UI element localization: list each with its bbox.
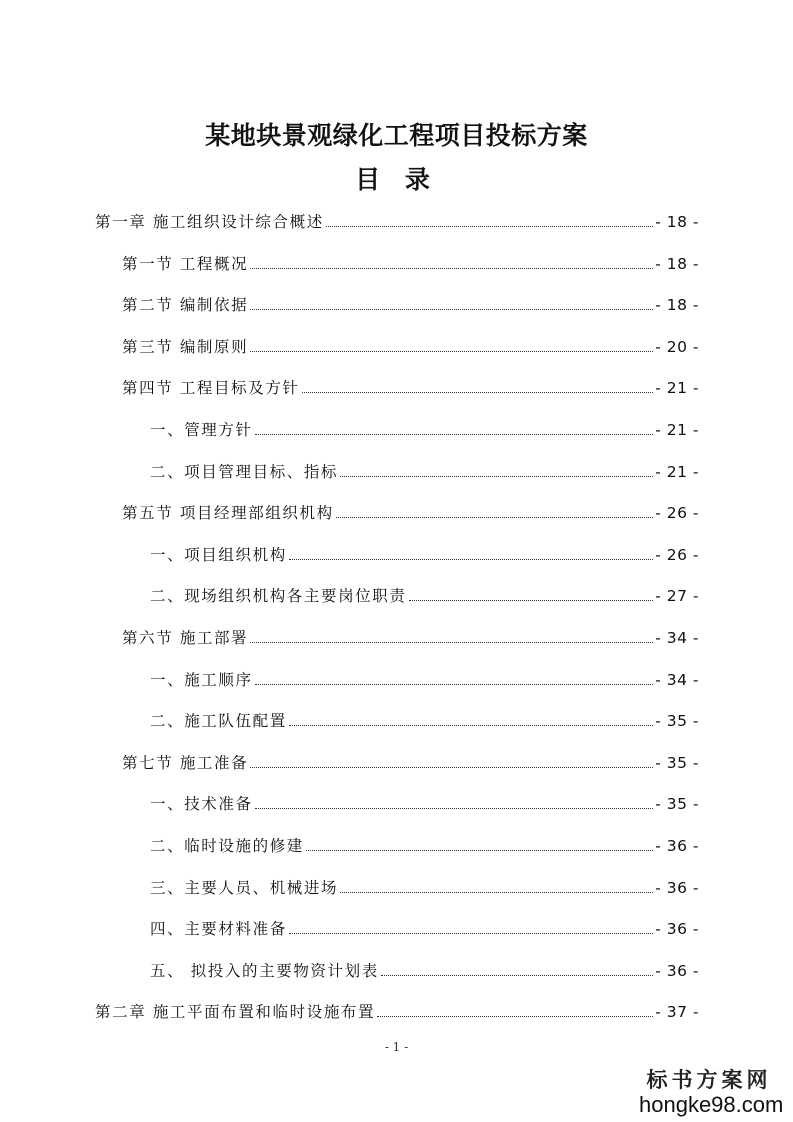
toc-entry[interactable] bbox=[150, 868, 699, 898]
toc-entry-page: - 35 - bbox=[655, 712, 699, 731]
toc-dot-leader bbox=[377, 1015, 653, 1017]
toc-dot-leader bbox=[302, 391, 654, 393]
toc-entry-label: 一、管理方针 bbox=[150, 421, 253, 439]
toc-entry-label: 第二节 编制依据 bbox=[122, 296, 249, 315]
watermark-logo bbox=[639, 1067, 784, 1118]
toc-entry-page: - 18 - bbox=[655, 296, 699, 315]
toc-entry-label: 四、主要材料准备 bbox=[150, 920, 287, 939]
toc-entry[interactable] bbox=[95, 202, 699, 232]
toc-entry[interactable] bbox=[122, 493, 699, 523]
toc-dot-leader bbox=[250, 350, 653, 352]
toc-entry[interactable] bbox=[122, 285, 699, 315]
toc-entry-page: - 35 - bbox=[655, 795, 699, 814]
toc-entry-page: - 21 - bbox=[655, 462, 699, 481]
toc-dot-leader bbox=[250, 308, 653, 310]
toc-entry-page: - 18 - bbox=[655, 254, 699, 273]
toc-entry-label: 一、技术准备 bbox=[150, 795, 253, 814]
toc-dot-leader bbox=[381, 974, 653, 976]
toc-entry-page: - 36 - bbox=[655, 920, 699, 939]
toc-entry[interactable] bbox=[150, 784, 699, 814]
toc-dot-leader bbox=[255, 807, 654, 809]
toc-dot-leader bbox=[250, 766, 653, 768]
toc-entry[interactable] bbox=[150, 701, 699, 731]
toc-entry-label: 第七节 施工准备 bbox=[122, 753, 249, 772]
toc-entry[interactable] bbox=[122, 368, 699, 398]
toc-entry[interactable] bbox=[95, 992, 699, 1022]
toc-entry-page: - 35 - bbox=[655, 753, 699, 772]
toc-entry-page: - 34 - bbox=[655, 629, 699, 647]
page-number: - 1 - bbox=[384, 1040, 409, 1054]
toc-entry-page: - 18 - bbox=[655, 213, 699, 231]
toc-entry-label: 二、施工队伍配置 bbox=[150, 712, 287, 731]
toc-entry-label: 一、施工顺序 bbox=[150, 670, 253, 689]
toc-dot-leader bbox=[255, 683, 654, 685]
toc-entry-page: - 34 - bbox=[655, 670, 699, 689]
toc-entry-label: 第四节 工程目标及方针 bbox=[122, 379, 300, 398]
toc-dot-leader bbox=[255, 433, 654, 435]
toc-entry-page: - 36 - bbox=[655, 961, 699, 980]
toc-entry[interactable] bbox=[122, 244, 699, 274]
toc-entry-page: - 21 - bbox=[655, 379, 699, 398]
toc-dot-leader bbox=[326, 225, 653, 227]
toc-entry-label: 二、项目管理目标、指标 bbox=[150, 462, 339, 481]
toc-dot-leader bbox=[340, 475, 653, 477]
document-title: 某地块景观绿化工程项目投标方案 bbox=[205, 121, 588, 150]
toc-entry-page: - 36 - bbox=[655, 837, 699, 855]
toc-entry[interactable] bbox=[150, 826, 699, 856]
toc-entry[interactable] bbox=[150, 452, 699, 482]
toc-entry[interactable] bbox=[150, 410, 699, 440]
toc-entry-page: - 37 - bbox=[655, 1003, 699, 1022]
toc-entry-label: 第三节 编制原则 bbox=[122, 337, 249, 356]
toc-entry-label: 第一章 施工组织设计综合概述 bbox=[95, 213, 324, 231]
toc-entry-label: 二、临时设施的修建 bbox=[150, 837, 304, 855]
toc-entry[interactable] bbox=[150, 909, 699, 939]
toc-entry-label: 第二章 施工平面布置和临时设施布置 bbox=[95, 1003, 376, 1022]
toc-entry-page: - 26 - bbox=[655, 504, 699, 523]
toc-entry-page: - 21 - bbox=[655, 421, 699, 439]
toc-entry-label: 第一节 工程概况 bbox=[122, 254, 249, 273]
toc-entry[interactable] bbox=[122, 618, 699, 648]
toc-entry-label: 一、项目组织机构 bbox=[150, 545, 287, 564]
toc-entry[interactable] bbox=[150, 535, 699, 565]
toc-entry-label: 三、主要人员、机械进场 bbox=[150, 878, 339, 897]
toc-entry-label: 二、现场组织机构各主要岗位职责 bbox=[150, 587, 407, 606]
toc-entry-label: 第五节 项目经理部组织机构 bbox=[122, 504, 334, 523]
toc-entry-page: - 26 - bbox=[655, 545, 699, 564]
toc-dot-leader bbox=[289, 932, 653, 934]
toc-entry-label: 五、 拟投入的主要物资计划表 bbox=[150, 961, 379, 980]
toc-entry[interactable] bbox=[122, 743, 699, 773]
toc-entry-page: - 20 - bbox=[655, 337, 699, 356]
toc-dot-leader bbox=[340, 891, 653, 893]
toc-dot-leader bbox=[250, 267, 653, 269]
toc-dot-leader bbox=[289, 558, 653, 560]
watermark-cn: 标书方案网 bbox=[646, 1067, 772, 1092]
watermark-en: hongke98.com bbox=[639, 1092, 784, 1117]
toc-entry-page: - 27 - bbox=[655, 587, 699, 606]
toc-dot-leader bbox=[336, 516, 654, 518]
toc-entry[interactable] bbox=[150, 951, 699, 981]
toc-dot-leader bbox=[306, 849, 653, 851]
toc-entry[interactable] bbox=[150, 660, 699, 690]
toc-heading: 目 录 bbox=[355, 165, 438, 194]
toc-dot-leader bbox=[289, 724, 653, 726]
toc-entry-label: 第六节 施工部署 bbox=[122, 629, 249, 647]
toc-entry[interactable] bbox=[150, 576, 699, 606]
toc-entry[interactable] bbox=[122, 327, 699, 357]
toc-entry-page: - 36 - bbox=[655, 878, 699, 897]
toc-dot-leader bbox=[250, 641, 653, 643]
toc-dot-leader bbox=[409, 599, 654, 601]
